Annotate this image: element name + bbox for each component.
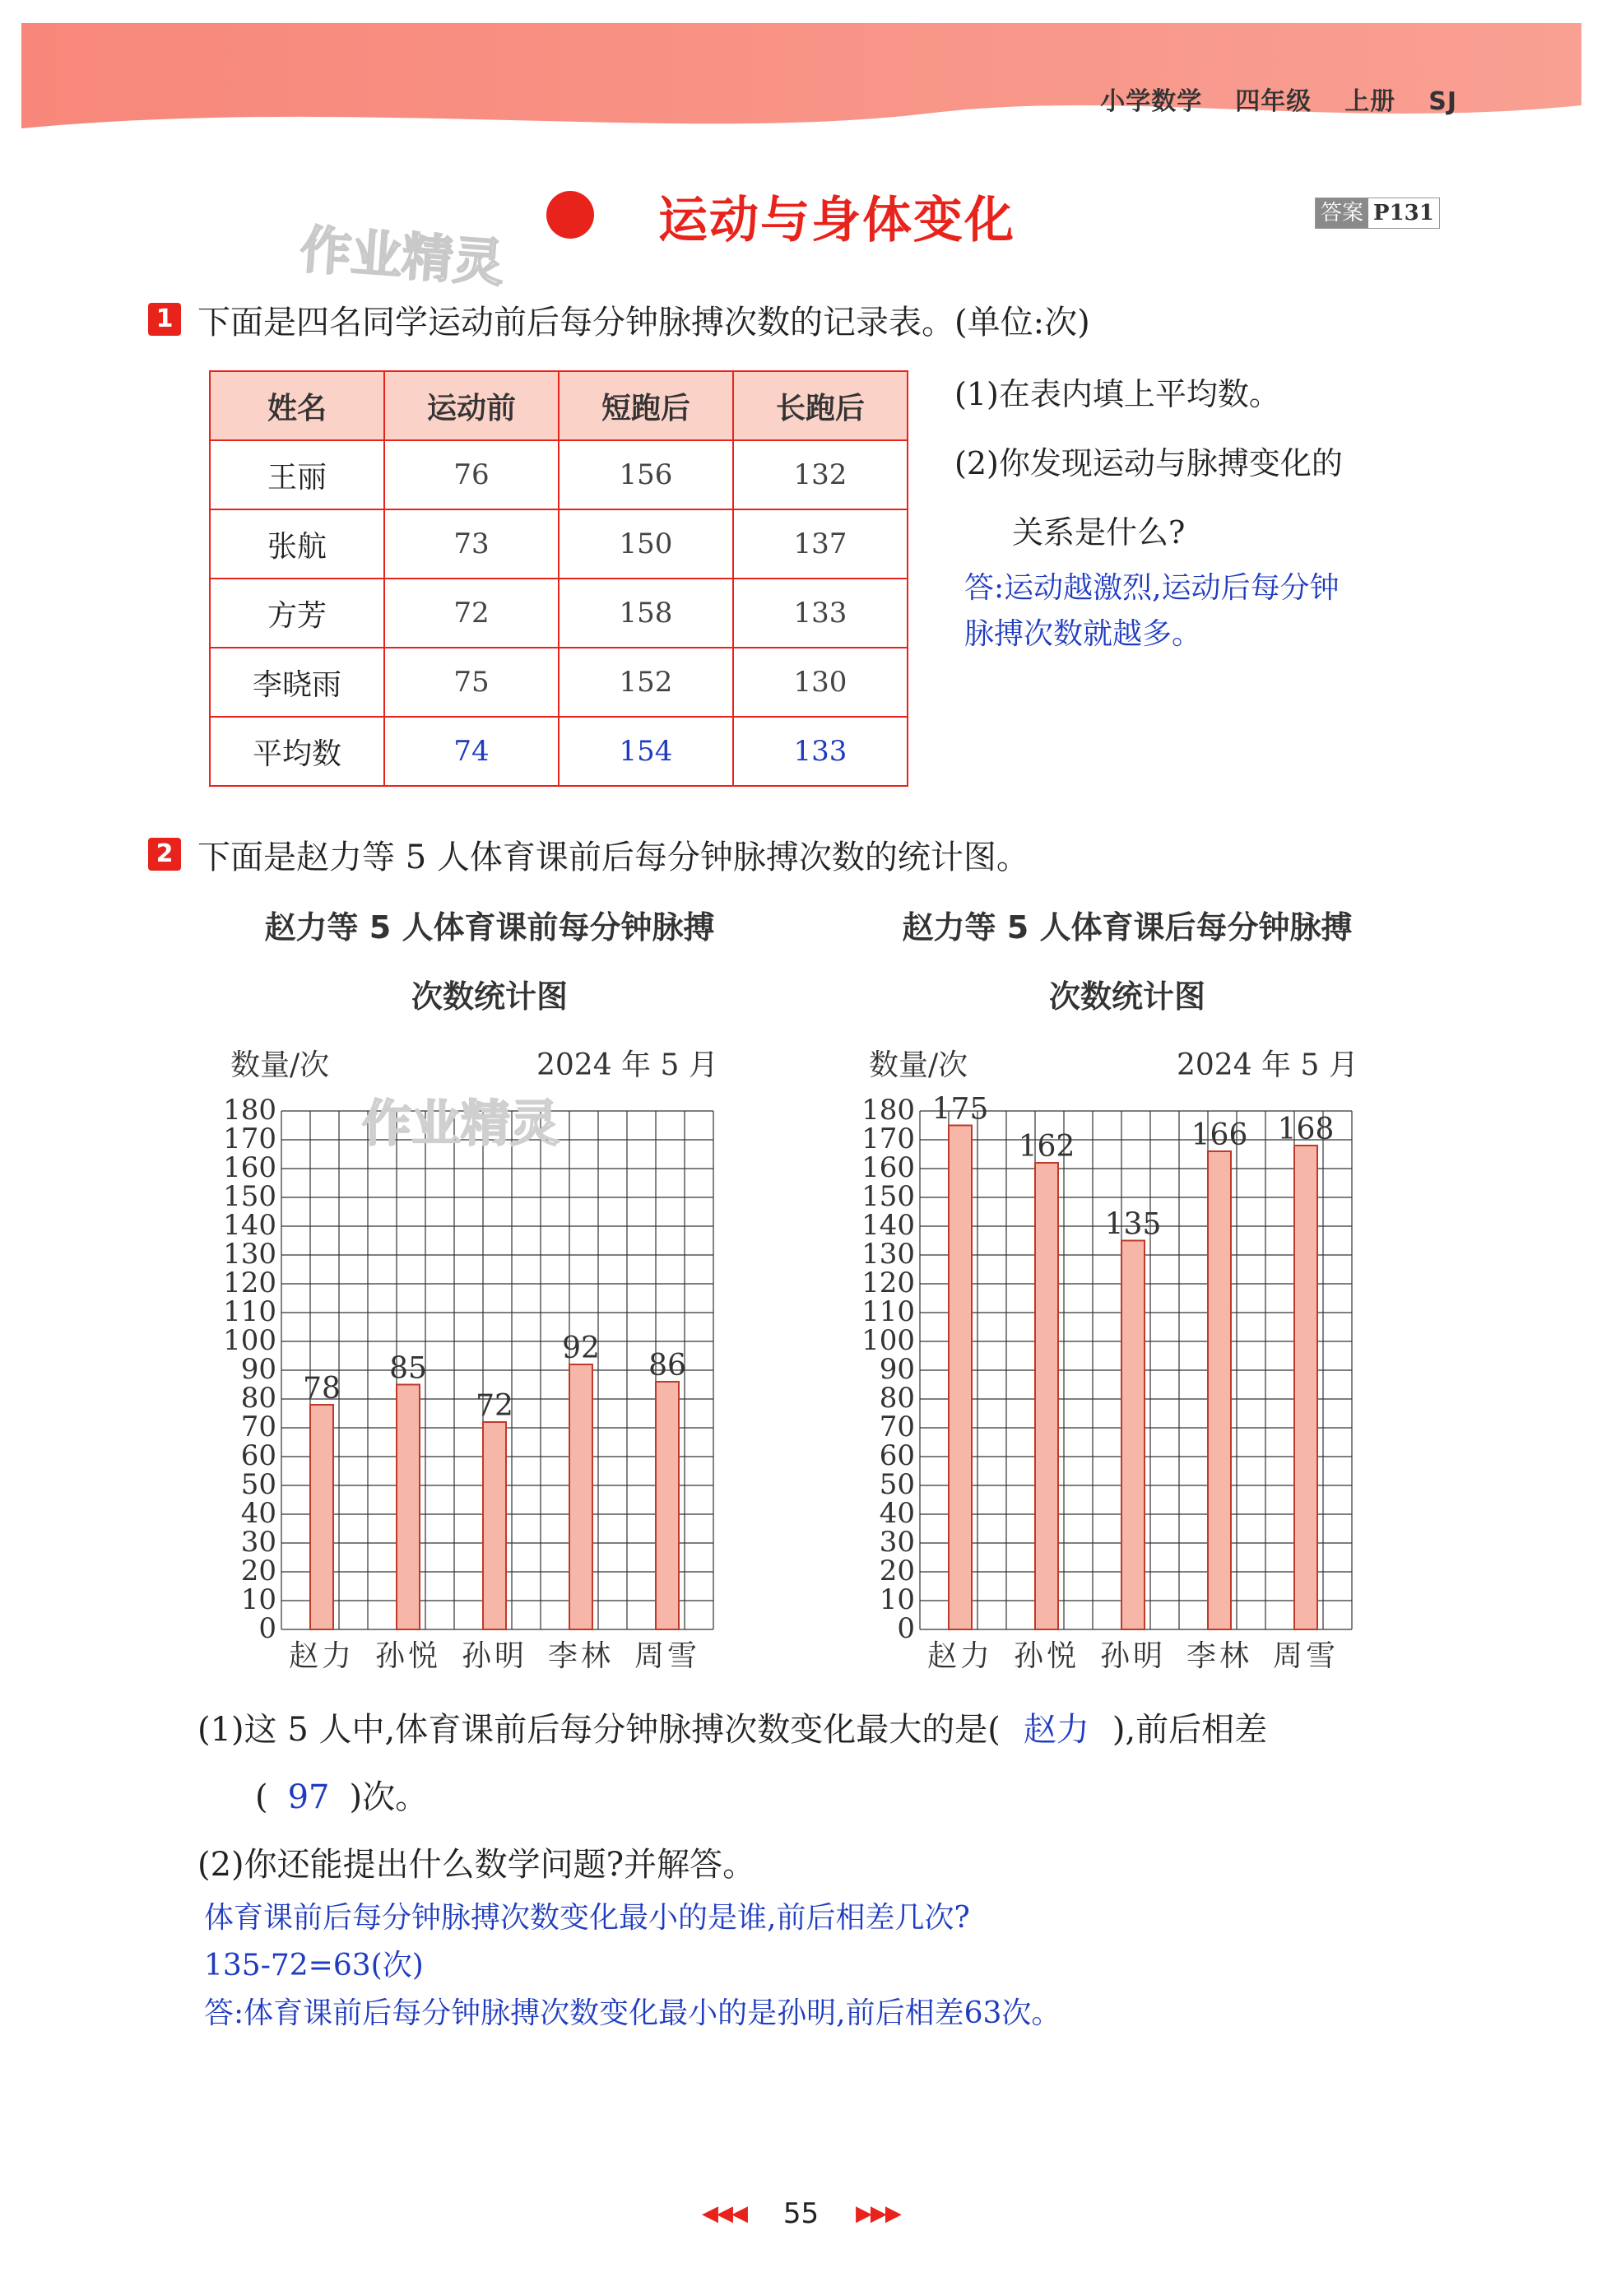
chart1-ytick-label: 110 <box>223 1295 276 1328</box>
chart2-ytick-label: 0 <box>897 1612 915 1645</box>
table-cell: 132 <box>733 440 908 509</box>
chart1-category-label: 周雪 <box>634 1639 701 1673</box>
chart1-ytick-label: 170 <box>223 1122 276 1155</box>
chart2-ytick-label: 90 <box>879 1353 915 1386</box>
table-cell: 76 <box>384 440 559 509</box>
chart2-ytick-label: 80 <box>879 1382 915 1415</box>
chart1-ytick-label: 50 <box>240 1468 276 1501</box>
next-arrows-icon[interactable]: ▶▶▶ <box>855 2201 900 2226</box>
chart1-bar <box>397 1385 420 1630</box>
chart1-bar <box>656 1382 679 1629</box>
q2-sub1-open: ( <box>255 1778 268 1816</box>
header-info <box>1067 81 1457 117</box>
q2-answer-line1[interactable]: 体育课前后每分钟脉搏次数变化最小的是谁,前后相差几次? <box>204 1901 970 1935</box>
q1-text: 下面是四名同学运动前后每分钟脉搏次数的记录表。(单位:次) <box>197 304 1090 342</box>
chart2-ytick-label: 130 <box>861 1238 915 1271</box>
chart2-ytick-label: 110 <box>861 1295 915 1328</box>
chart1-category-label: 孙悦 <box>374 1639 442 1673</box>
chart2-bar <box>1294 1146 1317 1629</box>
q1-answer-line2[interactable]: 脉搏次数就越多。 <box>964 617 1202 651</box>
table-header-cell: 短跑后 <box>559 371 733 440</box>
chart2-ytick-label: 100 <box>861 1324 915 1357</box>
chart2-ytick-label: 170 <box>861 1122 915 1155</box>
q2-sub1-line2 <box>255 1771 428 1818</box>
chart2-ytick-label: 180 <box>861 1094 915 1127</box>
q2-sub1-suffix: ),前后相差 <box>1112 1711 1268 1749</box>
chart1-ylabel: 数量/次 <box>230 1048 330 1082</box>
chart2-ytick-label: 30 <box>879 1526 915 1559</box>
answer-tag-page: P131 <box>1368 198 1439 228</box>
table-cell-name: 李晓雨 <box>210 648 384 717</box>
chart1-bar <box>310 1405 333 1629</box>
chart1-bar <box>569 1364 592 1629</box>
table-cell-avg-label: 平均数 <box>210 717 384 786</box>
table-cell-name: 张航 <box>210 509 384 579</box>
header-grade: 四年级 <box>1235 87 1312 116</box>
q2-sub1-line1 <box>197 1703 1267 1750</box>
chart1-ytick-label: 40 <box>240 1497 276 1530</box>
chart1-data-label: 86 <box>648 1349 686 1383</box>
q2-answer-line2[interactable]: 135-72=63(次) <box>204 1949 424 1982</box>
chart2-data-label: 135 <box>1104 1207 1162 1242</box>
chart2-bar <box>1208 1151 1231 1629</box>
answer-tag[interactable] <box>1315 198 1440 229</box>
chart1-title-line1: 赵力等 5 人体育课前每分钟脉搏 <box>264 909 715 946</box>
q2-number-badge: 2 <box>148 838 181 871</box>
chart1-ytick-label: 60 <box>240 1439 276 1472</box>
chart2-category-label: 赵力 <box>926 1639 994 1673</box>
table-cell: 158 <box>559 579 733 648</box>
table-cell: 150 <box>559 509 733 579</box>
q2-answer-line3[interactable]: 答:体育课前后每分钟脉搏次数变化最小的是孙明,前后相差63次。 <box>204 1996 1061 2030</box>
chart2-bar <box>1035 1163 1058 1629</box>
chart2-ytick-label: 50 <box>879 1468 915 1501</box>
chart2-ytick-label: 150 <box>861 1180 915 1213</box>
chart1-ytick-label: 0 <box>258 1612 276 1645</box>
chart1-date: 2024 年 5 月 <box>536 1048 718 1082</box>
table-header-cell: 姓名 <box>210 371 384 440</box>
chart1-ytick-label: 150 <box>223 1180 276 1213</box>
table-cell: 72 <box>384 579 559 648</box>
q1-number-badge: 1 <box>148 303 181 336</box>
chart1-data-label: 92 <box>562 1332 600 1365</box>
chart1-ytick-label: 140 <box>223 1209 276 1242</box>
q2-sub2: (2)你还能提出什么数学问题?并解答。 <box>197 1846 756 1884</box>
table-row <box>210 648 908 717</box>
chart1-ytick-label: 80 <box>240 1382 276 1415</box>
chart1-ytick-label: 180 <box>223 1094 276 1127</box>
chart1-title-line2: 次数统计图 <box>411 978 568 1015</box>
chart2-ytick-label: 60 <box>879 1439 915 1472</box>
title-dot-icon <box>546 191 594 239</box>
table-cell-avg[interactable]: 133 <box>733 717 908 786</box>
chart2-ytick-label: 120 <box>861 1267 915 1299</box>
table-row <box>210 509 908 579</box>
q2-sub1-answer2[interactable]: 97 <box>287 1778 330 1816</box>
table-row <box>210 440 908 509</box>
header-volume: 上册 <box>1344 87 1396 116</box>
chart1-ytick-label: 120 <box>223 1267 276 1299</box>
chart2-ytick-label: 20 <box>879 1555 915 1587</box>
chart2-data-label: 168 <box>1277 1113 1335 1146</box>
table-cell: 73 <box>384 509 559 579</box>
chart2-data-label: 166 <box>1191 1118 1248 1152</box>
chart2-title-line1: 赵力等 5 人体育课后每分钟脉搏 <box>902 909 1353 946</box>
chart1-data-label: 72 <box>476 1389 513 1423</box>
q1-answer-line1[interactable]: 答:运动越激烈,运动后每分钟 <box>964 571 1340 605</box>
chart1-ytick-label: 70 <box>240 1411 276 1443</box>
chart1-ytick-label: 30 <box>240 1526 276 1559</box>
answer-tag-label: 答案 <box>1316 198 1368 228</box>
chart2-title-line2: 次数统计图 <box>1048 978 1205 1015</box>
table-cell: 156 <box>559 440 733 509</box>
chart2-ytick-label: 160 <box>861 1151 915 1184</box>
q1-sub1: (1)在表内填上平均数。 <box>954 376 1280 412</box>
chart1-data-label: 85 <box>389 1351 427 1386</box>
chart1 <box>214 1094 741 1679</box>
chart1-ytick-label: 20 <box>240 1555 276 1587</box>
page-title: 运动与身体变化 <box>658 192 1015 249</box>
table-cell-name: 方芳 <box>210 579 384 648</box>
chart1-ytick-label: 100 <box>223 1324 276 1357</box>
table-header-cell: 运动前 <box>384 371 559 440</box>
chart2-bar <box>1121 1241 1145 1630</box>
chart1-ytick-label: 90 <box>240 1353 276 1386</box>
chart2-data-label: 175 <box>931 1092 989 1127</box>
chart2-data-label: 162 <box>1018 1130 1075 1164</box>
chart2-ytick-label: 140 <box>861 1209 915 1242</box>
table-row <box>210 579 908 648</box>
table-cell: 133 <box>733 579 908 648</box>
chart2 <box>852 1092 1379 1679</box>
watermark: 作业精灵 <box>362 1095 560 1153</box>
chart2-date: 2024 年 5 月 <box>1177 1048 1358 1082</box>
table-cell: 152 <box>559 648 733 717</box>
table-cell: 137 <box>733 509 908 579</box>
table-cell-avg[interactable]: 74 <box>384 717 559 786</box>
q2-text: 下面是赵力等 5 人体育课前后每分钟脉搏次数的统计图。 <box>197 839 1029 876</box>
chart2-category-label: 周雪 <box>1272 1639 1340 1673</box>
chart1-ytick-label: 160 <box>223 1151 276 1184</box>
prev-arrows-icon[interactable]: ◀◀◀ <box>702 2201 747 2226</box>
chart1-category-label: 赵力 <box>288 1639 355 1673</box>
chart2-bar <box>949 1126 972 1630</box>
table-cell: 75 <box>384 648 559 717</box>
header-subject: 小学数学 <box>1100 87 1203 116</box>
q1-sub2-line2: 关系是什么? <box>1012 514 1186 551</box>
table-header-row <box>210 371 908 440</box>
page-number: 55 <box>782 2197 820 2230</box>
q2-sub1-prefix: (1)这 5 人中,体育课前后每分钟脉搏次数变化最大的是( <box>197 1711 1001 1749</box>
chart2-ytick-label: 70 <box>879 1411 915 1443</box>
chart1-ytick-label: 10 <box>240 1583 276 1616</box>
chart2-ylabel: 数量/次 <box>869 1048 968 1082</box>
pulse-table <box>209 370 908 787</box>
table-cell-avg[interactable]: 154 <box>559 717 733 786</box>
chart1-data-label: 78 <box>303 1372 341 1406</box>
table-header-cell: 长跑后 <box>733 371 908 440</box>
q2-sub1-answer[interactable]: 赵力 <box>1023 1711 1089 1749</box>
chart1-category-label: 孙明 <box>461 1639 528 1673</box>
chart1-bar <box>483 1422 506 1629</box>
q1-sub2-line1: (2)你发现运动与脉搏变化的 <box>954 445 1343 481</box>
table-cell: 130 <box>733 648 908 717</box>
page-footer <box>0 2197 1602 2230</box>
header-edition: SJ <box>1428 87 1457 116</box>
chart1-ytick-label: 130 <box>223 1238 276 1271</box>
table-average-row <box>210 717 908 786</box>
q2-sub1-close: )次。 <box>349 1778 429 1816</box>
chart2-category-label: 孙明 <box>1099 1639 1167 1673</box>
chart2-ytick-label: 40 <box>879 1497 915 1530</box>
chart2-category-label: 李林 <box>1186 1639 1253 1673</box>
table-cell-name: 王丽 <box>210 440 384 509</box>
chart1-category-label: 李林 <box>547 1639 615 1673</box>
chart2-ytick-label: 10 <box>879 1583 915 1616</box>
watermark: 作业精灵 <box>298 219 506 294</box>
chart2-category-label: 孙悦 <box>1013 1639 1080 1673</box>
